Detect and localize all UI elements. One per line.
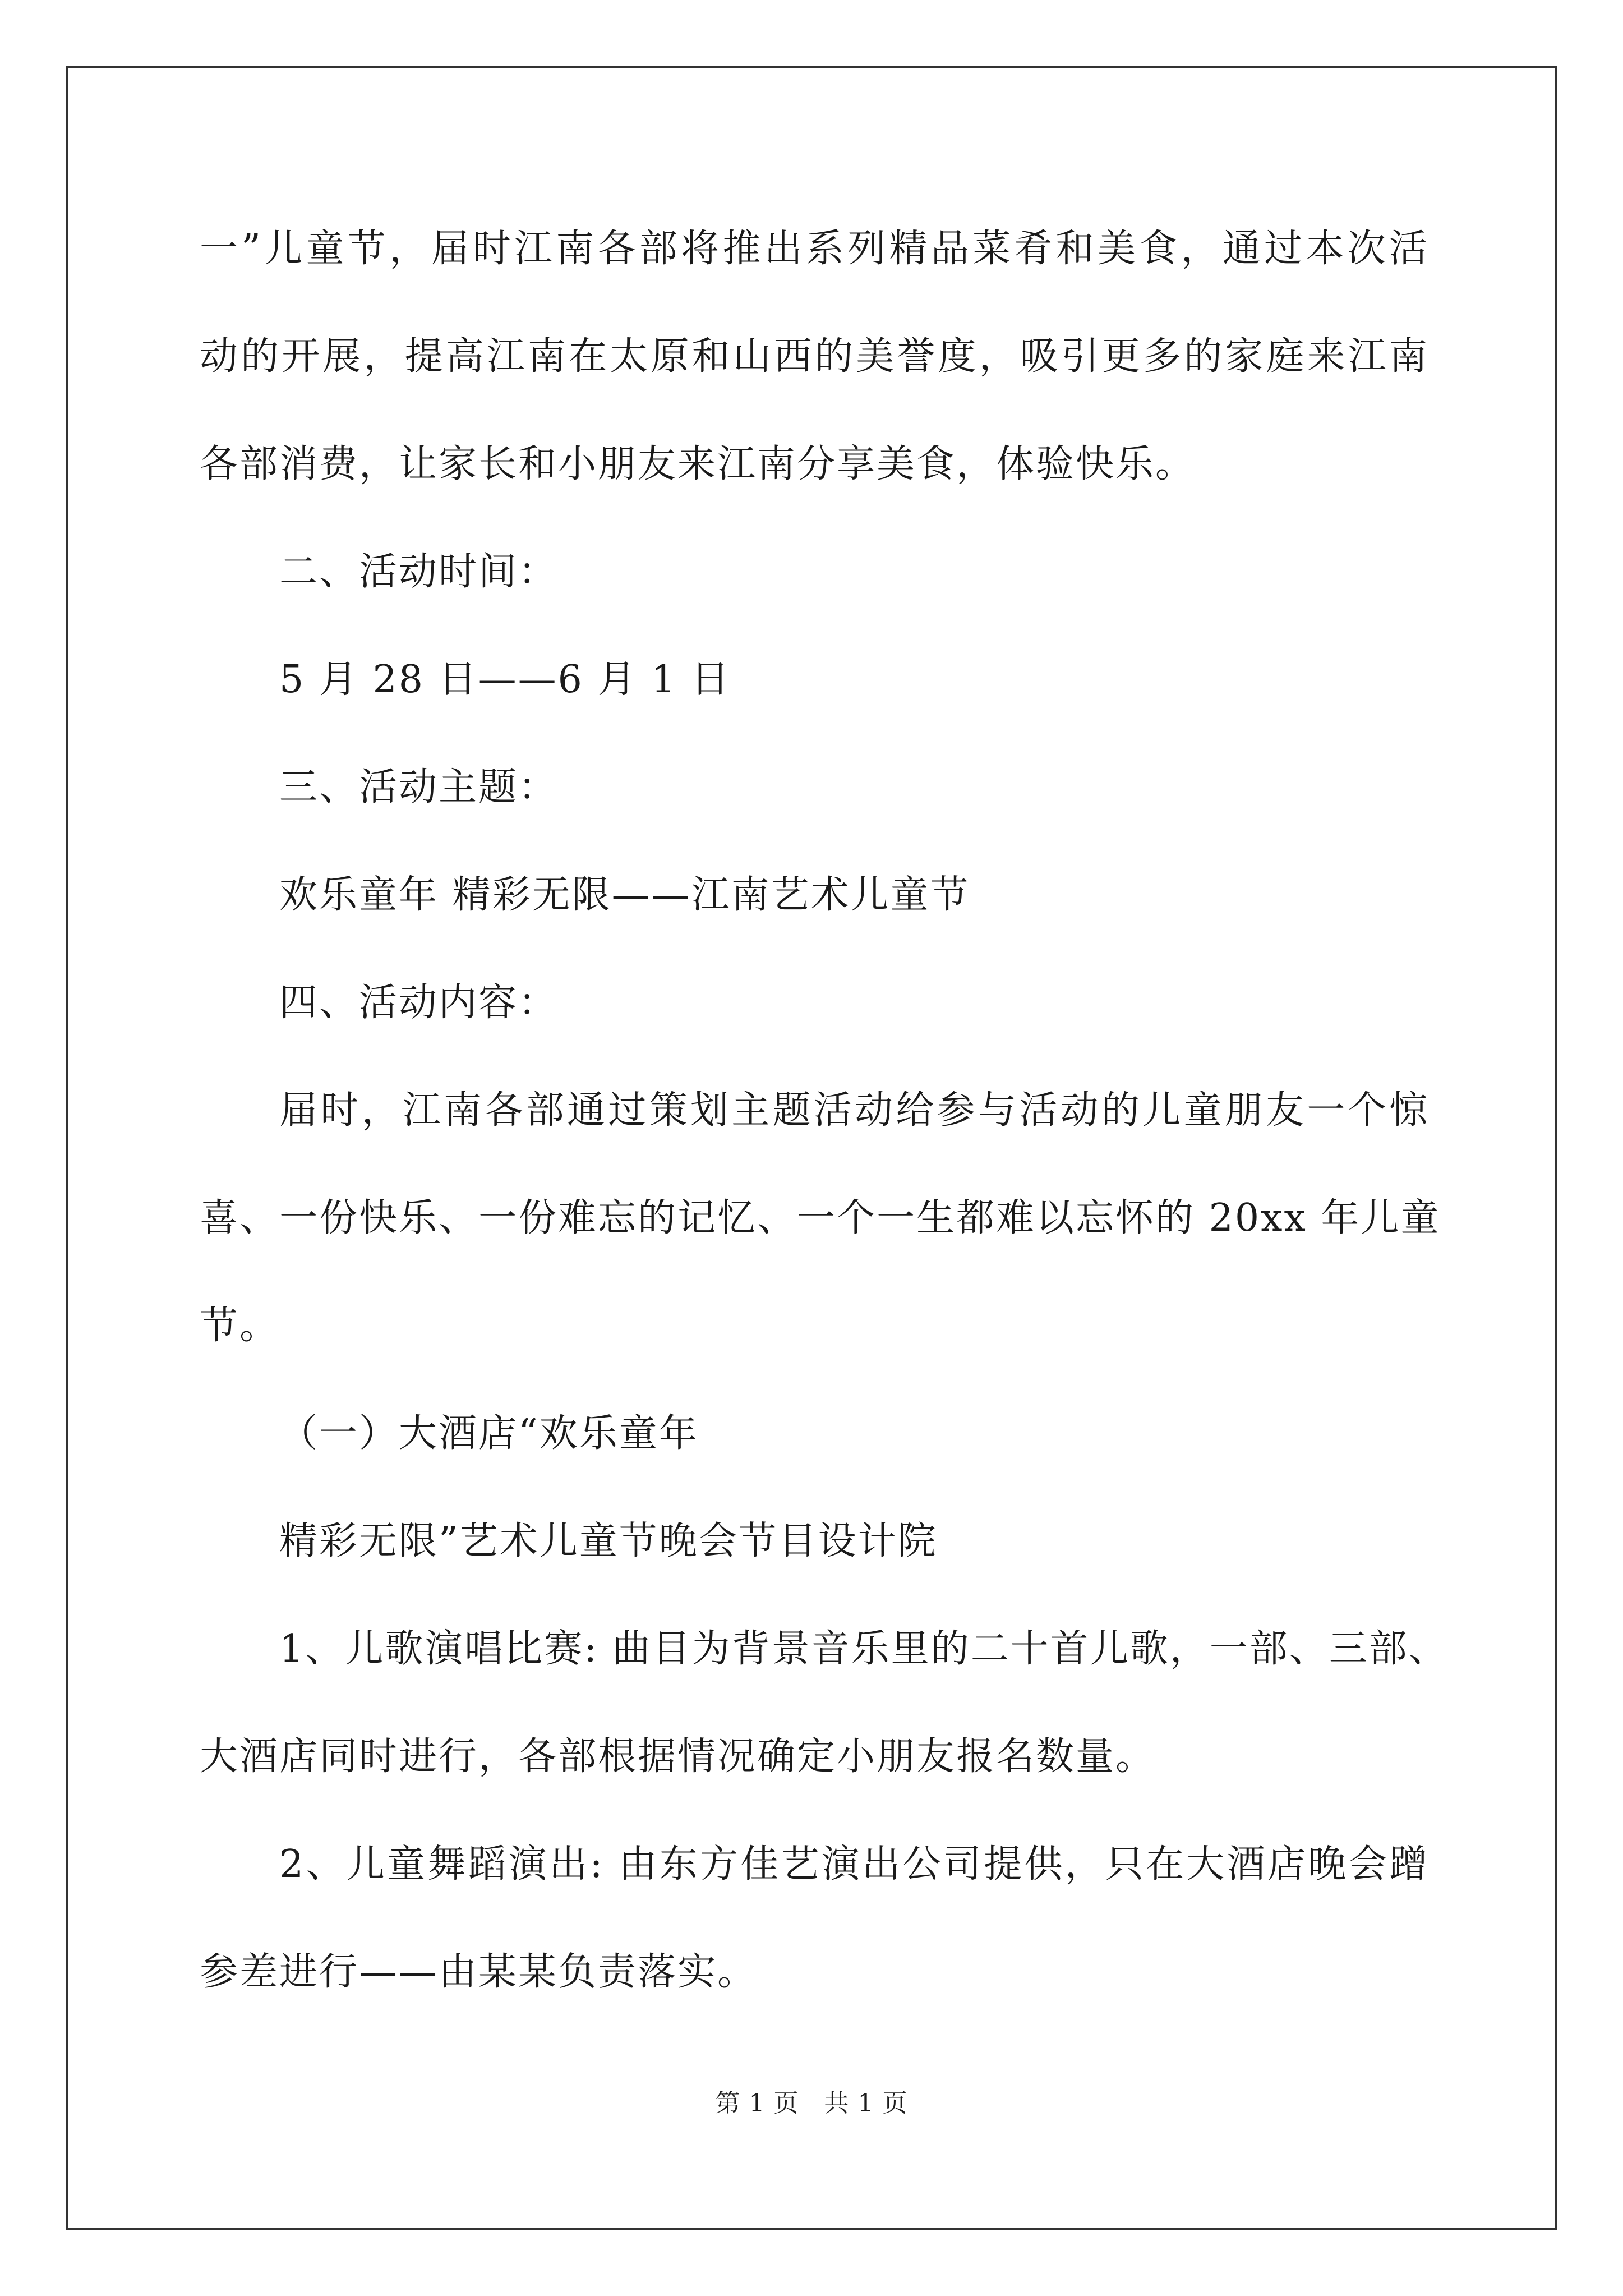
paragraph-line: 5 月 28 日——6 月 1 日 [279, 657, 731, 702]
paragraph-line: 动的开展，提高江南在太原和山西的美誉度，吸引更多的家庭来江南 [200, 334, 1429, 379]
section-heading: 三、活动主题： [279, 765, 559, 809]
paragraph-line: 一”儿童节，届时江南各部将推出系列精品菜肴和美食，通过本次活 [200, 227, 1429, 271]
section-heading: 二、活动时间： [279, 550, 559, 594]
paragraph-line: 节。 [200, 1304, 280, 1348]
section-heading: 四、活动内容： [279, 981, 559, 1025]
page-border [66, 66, 1557, 2230]
paragraph-line: 喜、一份快乐、一份难忘的记忆、一个一生都难以忘怀的 20xx 年儿童 [200, 1196, 1441, 1240]
paragraph-line: 参差进行——由某某负责落实。 [200, 1950, 758, 1994]
paragraph-line: 大酒店同时进行，各部根据情况确定小朋友报名数量。 [200, 1734, 1156, 1779]
subsection-heading: 精彩无限”艺术儿童节晚会节目设计院 [279, 1519, 938, 1563]
paragraph-line: 欢乐童年 精彩无限——江南艺术儿童节 [279, 873, 970, 917]
paragraph-line: 届时，江南各部通过策划主题活动给参与活动的儿童朋友一个惊 [279, 1088, 1429, 1133]
paragraph-line: 2、儿童舞蹈演出: 由东方佳艺演出公司提供，只在大酒店晚会蹭 [279, 1842, 1429, 1887]
paragraph-line: 各部消费，让家长和小朋友来江南分享美食，体验快乐。 [200, 442, 1196, 486]
paragraph-line: 1、儿歌演唱比赛: 曲目为背景音乐里的二十首儿歌，一部、三部、 [279, 1627, 1449, 1671]
page-number-footer: 第 1 页 共 1 页 [715, 2089, 908, 2118]
subsection-heading: （一）大酒店“欢乐童年 [279, 1411, 699, 1456]
